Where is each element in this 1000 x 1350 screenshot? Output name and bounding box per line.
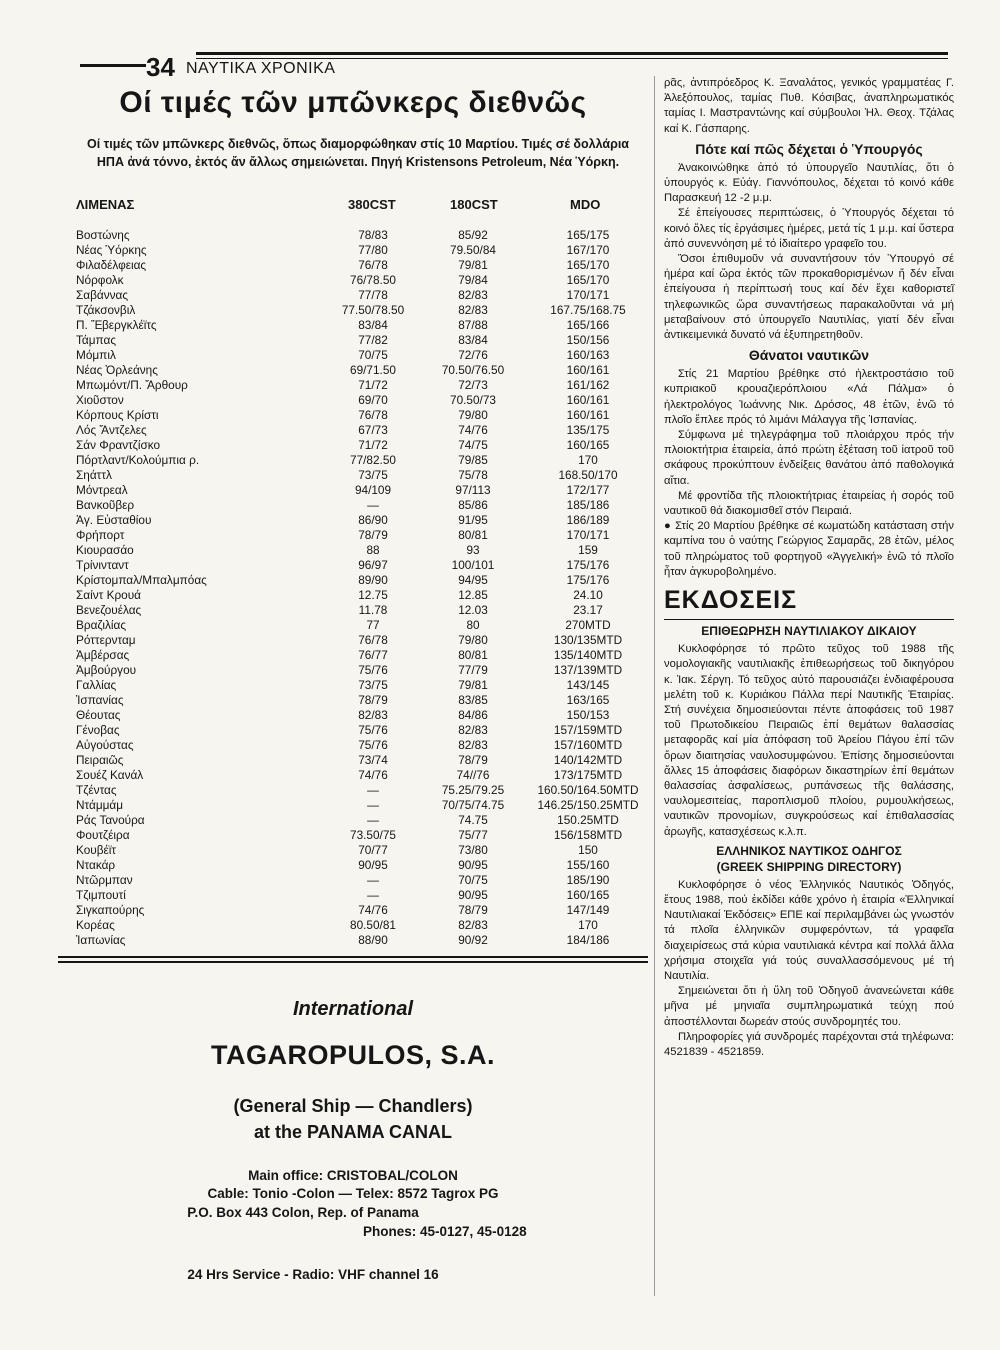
cst380-cell: 77/80	[358, 243, 388, 257]
port-cell: Ντακάρ	[76, 858, 116, 872]
port-cell: Φιλαδέλφειας	[76, 258, 147, 272]
port-cell: Αὐγούστας	[76, 738, 134, 752]
cst380-cell: 77.50/78.50	[341, 303, 405, 317]
port-cell: Νέας Ὑόρκης	[76, 243, 147, 257]
cst380-cell: 11.78	[358, 603, 388, 617]
mdo-cell: 165/175	[566, 228, 610, 242]
port-cell: Μπωμόντ/Π. Ἄρθουρ	[76, 378, 188, 392]
port-cell: Ράς Τανούρα	[76, 813, 145, 827]
cst180-cell: 70/75/74.75	[441, 798, 505, 812]
port-cell: Κόρπους Κρίστι	[76, 408, 159, 422]
cst380-cell: 73/75	[358, 468, 388, 482]
table-row	[58, 888, 648, 903]
port-cell: Μόμπιλ	[76, 348, 116, 362]
cst380-cell: 78/83	[358, 228, 388, 242]
mdo-cell: 156/158MTD	[553, 828, 623, 842]
port-cell: Γαλλίας	[76, 678, 117, 692]
ad-cable-telex: Cable: Tonio -Colon — Telex: 8572 Tagrox PG	[207, 1186, 499, 1201]
mdo-cell: 150/156	[566, 333, 610, 347]
table-row	[58, 678, 648, 693]
cst380-cell: 73/75	[358, 678, 388, 692]
port-cell: Φρήπορτ	[76, 528, 125, 542]
table-header	[58, 197, 648, 217]
cst180-cell: 79.50/84	[450, 243, 496, 257]
table-row	[58, 903, 648, 918]
ad-radio-service: 24 Hrs Service - Radio: VHF channel 16	[187, 1267, 439, 1282]
cst380-cell: 71/72	[358, 378, 388, 392]
port-cell: Σαβάννας	[76, 288, 129, 302]
cst380-cell: 76/78	[358, 408, 388, 422]
port-cell: Θέουτας	[76, 708, 121, 722]
mdo-cell: 165/170	[566, 258, 610, 272]
mdo-cell: 160.50/164.50MTD	[537, 783, 639, 797]
cst380-cell: 67/73	[358, 423, 388, 437]
port-cell: Κορέας	[76, 918, 115, 932]
cst380-cell: 74/76	[358, 903, 388, 917]
ad-phones: Phones: 45-0127, 45-0128	[363, 1224, 527, 1239]
cst380-cell: 89/90	[358, 573, 388, 587]
table-row	[58, 408, 648, 423]
ad-main-office: Main office: CRISTOBAL/COLON	[248, 1168, 458, 1183]
mdo-cell: 160/165	[566, 438, 610, 452]
cst380-cell: 80.50/81	[350, 918, 396, 932]
page-header	[58, 50, 648, 84]
mdo-cell: 170	[578, 918, 598, 932]
mdo-cell: 175/176	[566, 558, 610, 572]
table-row	[58, 723, 648, 738]
table-row	[58, 558, 648, 573]
cst180-cell: 74//76	[456, 768, 490, 782]
port-cell: Ντάμμάμ	[76, 798, 124, 812]
cst380-cell: —	[367, 798, 379, 812]
table-row	[58, 393, 648, 408]
mdo-cell: 160/165	[566, 888, 610, 902]
mdo-cell: 24.10	[573, 588, 603, 602]
table-row	[58, 858, 648, 873]
port-cell: Βενεζουέλας	[76, 603, 142, 617]
cst180-cell: 85/92	[458, 228, 488, 242]
port-cell: Βοστώνης	[76, 228, 130, 242]
cst180-cell: 80	[466, 618, 480, 632]
greek-shipping-directory-subheading: (GREEK SHIPPING DIRECTORY)	[716, 859, 902, 874]
council-members-text: ρᾶς, ἀντιπρόεδρος Κ. Ξαναλάτος, γενικός γραμματέας Γ. Ἀλεξόπουλος, ταμίας Πυθ. Κόσιβας, ἀναπληρωματικός ταμίας Ι. Μαστραντώνης καί σύμβουλοι Ἠλ. Θεοχ. Τζάλας καί Κ. Γάσπαρης.	[664, 77, 954, 135]
table-row	[58, 933, 648, 948]
cst180-cell: 79/80	[458, 633, 488, 647]
mdo-cell: 157/160MTD	[553, 738, 623, 752]
cst180-cell: 90/95	[458, 858, 488, 872]
cst380-cell: 74/76	[358, 768, 388, 782]
port-cell: Τάμπας	[76, 333, 117, 347]
cst380-cell: 12.75	[358, 588, 388, 602]
deaths-text-3: Μέ φροντίδα τῆς πλοιοκτήτριας ἑταιρείας ἡ σορός τοῦ ναυτικοῦ θά διακομισθεῖ στόν Πειραιά.	[664, 489, 954, 518]
mdo-cell: 165/170	[566, 273, 610, 287]
table-row	[58, 798, 648, 813]
table-row	[58, 288, 648, 303]
table-row	[58, 543, 648, 558]
table-row	[58, 318, 648, 333]
header-port: ΛΙΜΕΝΑΣ	[76, 197, 135, 212]
maritime-law-review-heading: ΕΠΙΘΕΩΡΗΣΗ ΝΑΥΤΙΛΙΑΚΟΥ ΔΙΚΑΙΟΥ	[701, 624, 917, 639]
table-bottom-rule-2	[58, 961, 648, 963]
right-column	[664, 76, 954, 1060]
port-cell: Τρίνινταντ	[76, 558, 129, 572]
port-cell: Σιγκαπούρης	[76, 903, 145, 917]
cst180-cell: 73/80	[458, 843, 488, 857]
cst180-cell: 70.50/76.50	[441, 363, 505, 377]
mdo-cell: 186/189	[566, 513, 610, 527]
table-row	[58, 618, 648, 633]
mdo-cell: 173/175MTD	[553, 768, 623, 782]
mdo-cell: 157/159MTD	[553, 723, 623, 737]
cst180-cell: 84/86	[458, 708, 488, 722]
cst380-cell: 71/72	[358, 438, 388, 452]
article-title: Οί τιμές τῶν μπῶνκερς διεθνῶς	[119, 86, 587, 119]
cst180-cell: 79/80	[458, 408, 488, 422]
left-column	[58, 50, 648, 1350]
mdo-cell: 150/153	[566, 708, 610, 722]
cst380-cell: 77	[366, 618, 380, 632]
header-mdo: MDO	[570, 197, 601, 212]
cst180-cell: 90/92	[458, 933, 488, 947]
cst180-cell: 97/113	[455, 483, 491, 497]
mdo-cell: 150	[578, 843, 598, 857]
port-cell: Σηάττλ	[76, 468, 112, 482]
cst180-cell: 82/83	[458, 918, 488, 932]
port-cell: Ἱσπανίας	[76, 693, 124, 707]
mdo-cell: 150.25MTD	[557, 813, 619, 827]
table-row	[58, 528, 648, 543]
cst180-cell: 80/81	[458, 648, 488, 662]
mdo-cell: 160/161	[566, 408, 610, 422]
ad-international: International	[292, 998, 413, 1020]
port-cell: Λός Ἄντζελες	[76, 423, 147, 437]
cst180-cell: 12.85	[458, 588, 488, 602]
cst380-cell: 76/77	[358, 648, 388, 662]
table-row	[58, 483, 648, 498]
cst180-cell: 74.75	[458, 813, 488, 827]
port-cell: Κουβέϊτ	[76, 843, 117, 857]
table-bottom-rule-1	[58, 956, 648, 958]
table-row	[58, 693, 648, 708]
table-row	[58, 813, 648, 828]
greek-shipping-directory-heading: ΕΛΛΗΝΙΚΟΣ ΝΑΥΤΙΚΟΣ ΟΔΗΓΟΣ	[716, 843, 902, 858]
table-row	[58, 918, 648, 933]
cst380-cell: —	[367, 813, 379, 827]
cst380-cell: 70/77	[358, 843, 388, 857]
cst180-cell: 74/75	[458, 438, 488, 452]
cst380-cell: 77/82.50	[350, 453, 396, 467]
mdo-cell: 140/142MTD	[553, 753, 623, 767]
mdo-cell: 168.50/170	[558, 468, 618, 482]
table-row	[58, 438, 648, 453]
publications-rule	[664, 619, 954, 620]
mdo-cell: 170/171	[566, 528, 610, 542]
cst380-cell: 77/78	[358, 288, 388, 302]
mdo-cell: 185/186	[566, 498, 610, 512]
cst380-cell: 86/90	[358, 513, 388, 527]
cst180-cell: 100/101	[451, 558, 495, 572]
minister-text-1: Ἀνακοινώθηκε ἀπό τό ὑπουργεῖο Ναυτιλίας, ὅτι ὁ ὑπουργός κ. Εὐάγ. Γιαννόπουλος, δέχεται τό κοινό κάθε Παρασκευή 12 -2 μ.μ.	[664, 161, 954, 205]
port-cell: Χιοῦστον	[76, 393, 124, 407]
mdo-cell: 147/149	[566, 903, 610, 917]
ad-po-box: P.O. Box 443 Colon, Rep. of Panama	[187, 1205, 419, 1220]
publications-heading: ΕΚΔΟΣΕΙΣ	[664, 586, 798, 615]
cst380-cell: 76/78	[358, 258, 388, 272]
cst180-cell: 79/81	[458, 258, 488, 272]
mdo-cell: 165/166	[566, 318, 610, 332]
cst380-cell: 75/76	[358, 738, 388, 752]
cst180-cell: 93	[466, 543, 480, 557]
ad-location-line: at the PANAMA CANAL	[254, 1122, 452, 1142]
cst180-cell: 78/79	[458, 903, 488, 917]
cst380-cell: 96/97	[358, 558, 388, 572]
cst180-cell: 82/83	[458, 288, 488, 302]
mdo-cell: 172/177	[566, 483, 610, 497]
publication-name: ΝΑΥΤΙΚΑ ΧΡΟΝΙΚΑ	[186, 60, 336, 77]
table-row	[58, 603, 648, 618]
directory-text-2: Σημειώνεται ὅτι ἡ ὕλη τοῦ Ὁδηγοῦ ἀνανεώνεται κάθε μῆνα μέ μηνιαῖα συμπληρωματικά τεύχη πού ἀποστέλλονται δωρεάν στούς συνδρομητές του.	[664, 985, 954, 1028]
mdo-cell: 270MTD	[565, 618, 611, 632]
port-cell: Τζέντας	[76, 783, 117, 797]
mdo-cell: 159	[578, 543, 598, 557]
table-row	[58, 468, 648, 483]
mdo-cell: 185/190	[566, 873, 610, 887]
table-row	[58, 243, 648, 258]
table-row	[58, 363, 648, 378]
deaths-text-1: Στίς 21 Μαρτίου βρέθηκε στό ἠλεκτροστάσιο τοῦ κυπριακοῦ κρουαζιερόπλοιου «Λά Πάλμα» ὁ ἠλεκτρολόγος Ἰωάννης Νικ. Δρόσος, 48 ἐτῶν, ἐνῶ τό πλοῖο ἔπλεε πρός τό λιμάνι Μάλαγγα τῆς Ἱσπανίας.	[664, 368, 954, 426]
port-cell: Σάν Φραντζίσκο	[76, 438, 161, 452]
port-cell: Ντῶρμπαν	[76, 873, 133, 887]
port-cell: Βραζιλίας	[76, 618, 127, 632]
port-cell: Πόρτλαντ/Κολούμπια ρ.	[76, 453, 200, 467]
article-intro	[78, 135, 638, 171]
cst380-cell: 69/71.50	[350, 363, 396, 377]
ad-company-name: TAGAROPULOS, S.A.	[210, 1040, 495, 1070]
table-row	[58, 273, 648, 288]
header-180cst: 180CST	[450, 197, 498, 212]
port-cell: Πειραιῶς	[76, 753, 124, 767]
cst180-cell: 70/75	[458, 873, 488, 887]
port-cell: Βανκοῦβερ	[76, 498, 135, 512]
cst380-cell: 73/74	[358, 753, 388, 767]
table-row	[58, 708, 648, 723]
cst380-cell: 83/84	[358, 318, 388, 332]
seamen-deaths-heading: Θάνατοι ναυτικῶν	[748, 347, 870, 364]
cst380-cell: 88/90	[358, 933, 388, 947]
cst380-cell: —	[367, 783, 379, 797]
table-row	[58, 453, 648, 468]
port-cell: Σαίντ Κρουά	[76, 588, 141, 602]
port-cell: Ἁγ. Εὐσταθίου	[76, 513, 152, 527]
cst380-cell: 78/79	[358, 693, 388, 707]
page-number: 34	[146, 52, 175, 82]
mdo-cell: 160/163	[566, 348, 610, 362]
cst380-cell: —	[367, 498, 379, 512]
intro-line-2: ΗΠΑ ἀνά τόννο, ἐκτός ἄν ἄλλως σημειώνεται. Πηγή Kristensons Petroleum, Νέα Ὑόρκη.	[96, 155, 620, 169]
cst180-cell: 87/88	[458, 318, 488, 332]
mdo-cell: 167/170	[566, 243, 610, 257]
mdo-cell: 135/140MTD	[553, 648, 623, 662]
table-row	[58, 303, 648, 318]
port-cell: Π. Ἔβεργκλέϊτς	[76, 318, 157, 332]
table-row	[58, 498, 648, 513]
port-cell: Ρόττερνταμ	[76, 633, 136, 647]
table-row	[58, 588, 648, 603]
mdo-cell: 135/175	[566, 423, 610, 437]
cst180-cell: 80/81	[458, 528, 488, 542]
cst380-cell: 70/75	[358, 348, 388, 362]
cst180-cell: 82/83	[458, 303, 488, 317]
cst180-cell: 82/83	[458, 723, 488, 737]
minister-text-2: Σέ ἐπείγουσες περιπτώσεις, ὁ Ὑπουργός δέχεται τό κοινό ὅλες τίς ἐργάσιμες ἡμέρες, μετά τίς 1 μ.μ. καί ὕστερα ἀπό συνεννόηση μέ τό ἰδιαίτερο γραφεῖο του.	[664, 207, 954, 250]
cst180-cell: 75.25/79.25	[441, 783, 505, 797]
port-cell: Γένοβας	[76, 723, 120, 737]
cst180-cell: 83/84	[458, 333, 488, 347]
cst380-cell: 75/76	[358, 663, 388, 677]
mdo-cell: 170	[578, 453, 598, 467]
mdo-cell: 155/160	[566, 858, 610, 872]
cst180-cell: 75/77	[458, 828, 488, 842]
cst180-cell: 90/95	[458, 888, 488, 902]
minister-heading: Πότε καί πῶς δέχεται ὁ Ὑπουργός	[695, 140, 923, 157]
column-divider	[654, 76, 655, 1296]
cst380-cell: 75/76	[358, 723, 388, 737]
port-cell: Σουέζ Κανάλ	[76, 768, 144, 782]
cst380-cell: 77/82	[358, 333, 388, 347]
cst380-cell: —	[367, 873, 379, 887]
table-row	[58, 513, 648, 528]
mdo-cell: 163/165	[566, 693, 610, 707]
minister-text-3: Ὅσοι ἐπιθυμοῦν νά συναντήσουν τόν Ὑπουργό σέ ἡμέρα καί ὥρα ἐκτός τῶν προκαθορισμένων ἤ δέν εἶναι ἐπείγουσα ἡ περίπτωσή τους καί δέν ἔχει καθοριστεῖ τηλεφωνικῶς ὥρα συναντήσεως παρακαλοῦνται νά μή μεταβαίνουν στό ὑπουργεῖο Ναυτιλίας, γιατί δέν εἶναι ἀντικειμενικά δυνατό νά ἐξυπηρετηθοῦν.	[664, 253, 954, 342]
mdo-cell: 170/171	[566, 288, 610, 302]
port-cell: Φουτζέιρα	[76, 828, 130, 842]
cst380-cell: —	[367, 888, 379, 902]
cst180-cell: 12.03	[458, 603, 488, 617]
mdo-cell: 143/145	[566, 678, 610, 692]
cst180-cell: 94/95	[458, 573, 488, 587]
cst380-cell: 69/70	[358, 393, 388, 407]
cst180-cell: 72/76	[458, 348, 488, 362]
table-row	[58, 648, 648, 663]
cst180-cell: 85/86	[458, 498, 488, 512]
port-cell: Τζάκσονβιλ	[76, 303, 136, 317]
port-cell: Κρίστομπαλ/Μπαλμπόας	[76, 573, 207, 587]
table-row	[58, 828, 648, 843]
cst380-cell: 94/109	[354, 483, 392, 497]
table-row	[58, 768, 648, 783]
mdo-cell: 160/161	[566, 363, 610, 377]
cst180-cell: 74/76	[458, 423, 488, 437]
table-row	[58, 873, 648, 888]
table-row	[58, 633, 648, 648]
cst180-cell: 82/83	[458, 738, 488, 752]
table-row	[58, 753, 648, 768]
cst180-cell: 70.50/73	[450, 393, 496, 407]
deaths-text-4	[664, 519, 954, 580]
cst180-cell: 79/85	[458, 453, 488, 467]
mdo-cell: 146.25/150.25MTD	[537, 798, 639, 812]
cst180-cell: 83/85	[458, 693, 488, 707]
port-cell: Ἀμβούργου	[76, 663, 137, 677]
port-cell: Κιουρασάο	[76, 543, 134, 557]
cst180-cell: 72/73	[458, 378, 488, 392]
table-row	[58, 348, 648, 363]
port-cell: Μόντρεαλ	[76, 483, 128, 497]
cst180-cell: 77/79	[458, 663, 488, 677]
cst180-cell: 75/78	[458, 468, 488, 482]
cst380-cell: 76/78	[358, 633, 388, 647]
table-row	[58, 423, 648, 438]
cst380-cell: 76/78.50	[350, 273, 396, 287]
port-cell: Τζιμπουτί	[76, 888, 126, 902]
table-row	[58, 738, 648, 753]
mdo-cell: 23.17	[573, 603, 603, 617]
table-row	[58, 258, 648, 273]
port-cell: Ἰαπωνίας	[76, 933, 126, 947]
table-row	[58, 783, 648, 798]
table-row	[58, 663, 648, 678]
directory-text-1: Κυκλοφόρησε ὁ νέος Ἑλληνικός Ναυτικός Ὁδηγός, ἔτους 1988, πού ἐκδίδει κάθε χρόνο ἡ ἑταιρία «Ἑλληνικαί Ναυτιλιακαί Ἐκδόσεις» ΕΠΕ καί περιλαμβάνει ὡς γνωστόν τά πλοῖα ἑλληνικῶν συμφερόντων, τά γραφεῖα διαχειρίσεως στά κύρια ναυτιλιακά κέντρα καί πολλά ἄλλα χρήσιμα στοιχεῖα γιά τούς συναλλασσόμενους μέ τή Ναυτιλία.	[664, 878, 954, 982]
maritime-law-review-text: Κυκλοφόρησε τό πρῶτο τεῦχος τοῦ 1988 τῆς νομολογιακῆς ναυτιλιακῆς ἐπιθεωρήσεως τοῦ δικηγόρου κ. Ἰακ. Σέργη. Τό τεῦχος αὐτό παρουσιάζει ἐνδιαφέρουσα μελέτη τοῦ κ. Κυριάκου Πάλλα περί Ναυτικῆς Ἑταιρίας. Στή συνέχεια δημοσιεύονται πέντε ἀποφάσεις τοῦ 1987 τοῦ Πρωτοδικείου Πειραιῶς ἐπί θεμάτων θαλασσίας μεταφορᾶς καί μία ἀπόφαση τοῦ Ἀρείου Πάγου ἐπί τῶν ὅρων διαιτησίας ναυλοσυμφώνου. Ἐπίσης δημοσιεύονται ἄλλες 15 ἀποφάσεις διαφόρων δικαστηρίων ἐπί θεμάτων θαλασσίας ἀσφαλίσεως, ρυπάνσεως τῆς θαλάσσης, ναυλομεσιτείας, παροπλισμοῦ πλοίου, ρυμουλκήσεως, ναυτικῶν προνομίων, συγκρούσεως καί ἐπιθαλασσίας ἀρωγῆς, κατασχέσεως κ.λ.π.	[664, 643, 954, 838]
deaths-text-4-body: Στίς 20 Μαρτίου βρέθηκε σέ κωματώδη κατάσταση στήν καμπίνα του ὁ ναύτης Γεώργιος Σαμαρᾶς, 28 ἐτῶν, μέλος τοῦ πληρώματος τοῦ φορτηγοῦ «Ἀγγελική» ἐνῶ τό πλοῖο ἦταν ἀγκυροβολημένο.	[664, 520, 954, 578]
cst180-cell: 79/81	[458, 678, 488, 692]
bullet-icon: ●	[664, 520, 672, 533]
table-row	[58, 333, 648, 348]
port-cell: Ἀμβέρσας	[76, 648, 130, 662]
mdo-cell: 161/162	[566, 378, 610, 392]
mdo-cell: 130/135MTD	[553, 633, 623, 647]
mdo-cell: 137/139MTD	[553, 663, 623, 677]
header-380cst: 380CST	[348, 197, 396, 212]
port-cell: Νέας Ὀρλεάνης	[76, 363, 158, 377]
table-row	[58, 573, 648, 588]
mdo-cell: 175/176	[566, 573, 610, 587]
mdo-cell: 160/161	[566, 393, 610, 407]
cst380-cell: 73.50/75	[350, 828, 396, 842]
port-cell: Νόρφολκ	[76, 273, 124, 287]
table-row	[58, 843, 648, 858]
mdo-cell: 184/186	[566, 933, 610, 947]
cst180-cell: 91/95	[458, 513, 488, 527]
ad-service-line: (General Ship — Chandlers)	[233, 1096, 473, 1116]
table-row	[58, 378, 648, 393]
cst380-cell: 78/79	[358, 528, 388, 542]
intro-line-1: Οί τιμές τῶν μπῶνκερς διεθνῶς, ὅπως διαμορφώθηκαν στίς 10 Μαρτίου. Τιμές σέ δολλάρια	[87, 137, 629, 151]
table-row	[58, 228, 648, 243]
cst380-cell: 90/95	[358, 858, 388, 872]
directory-text-3: Πληροφορίες γιά συνδρομές παρέχονται στά τηλέφωνα: 4521839 - 4521859.	[664, 1030, 954, 1058]
deaths-text-2: Σύμφωνα μέ τηλεγράφημα τοῦ πλοιάρχου πρός τήν πλοιοκτήτρια ἑταιρεία, ἀπό πρώτη ἐξέταση τοῦ ἰατροῦ τοῦ σκάφους προκύπτουν ἐνδείξεις θανάτου ἀπό παθολογικά αἴτια.	[664, 429, 954, 487]
cst180-cell: 78/79	[458, 753, 488, 767]
mdo-cell: 167.75/168.75	[550, 303, 626, 317]
cst380-cell: 82/83	[358, 708, 388, 722]
cst380-cell: 88	[366, 543, 380, 557]
cst180-cell: 79/84	[458, 273, 488, 287]
